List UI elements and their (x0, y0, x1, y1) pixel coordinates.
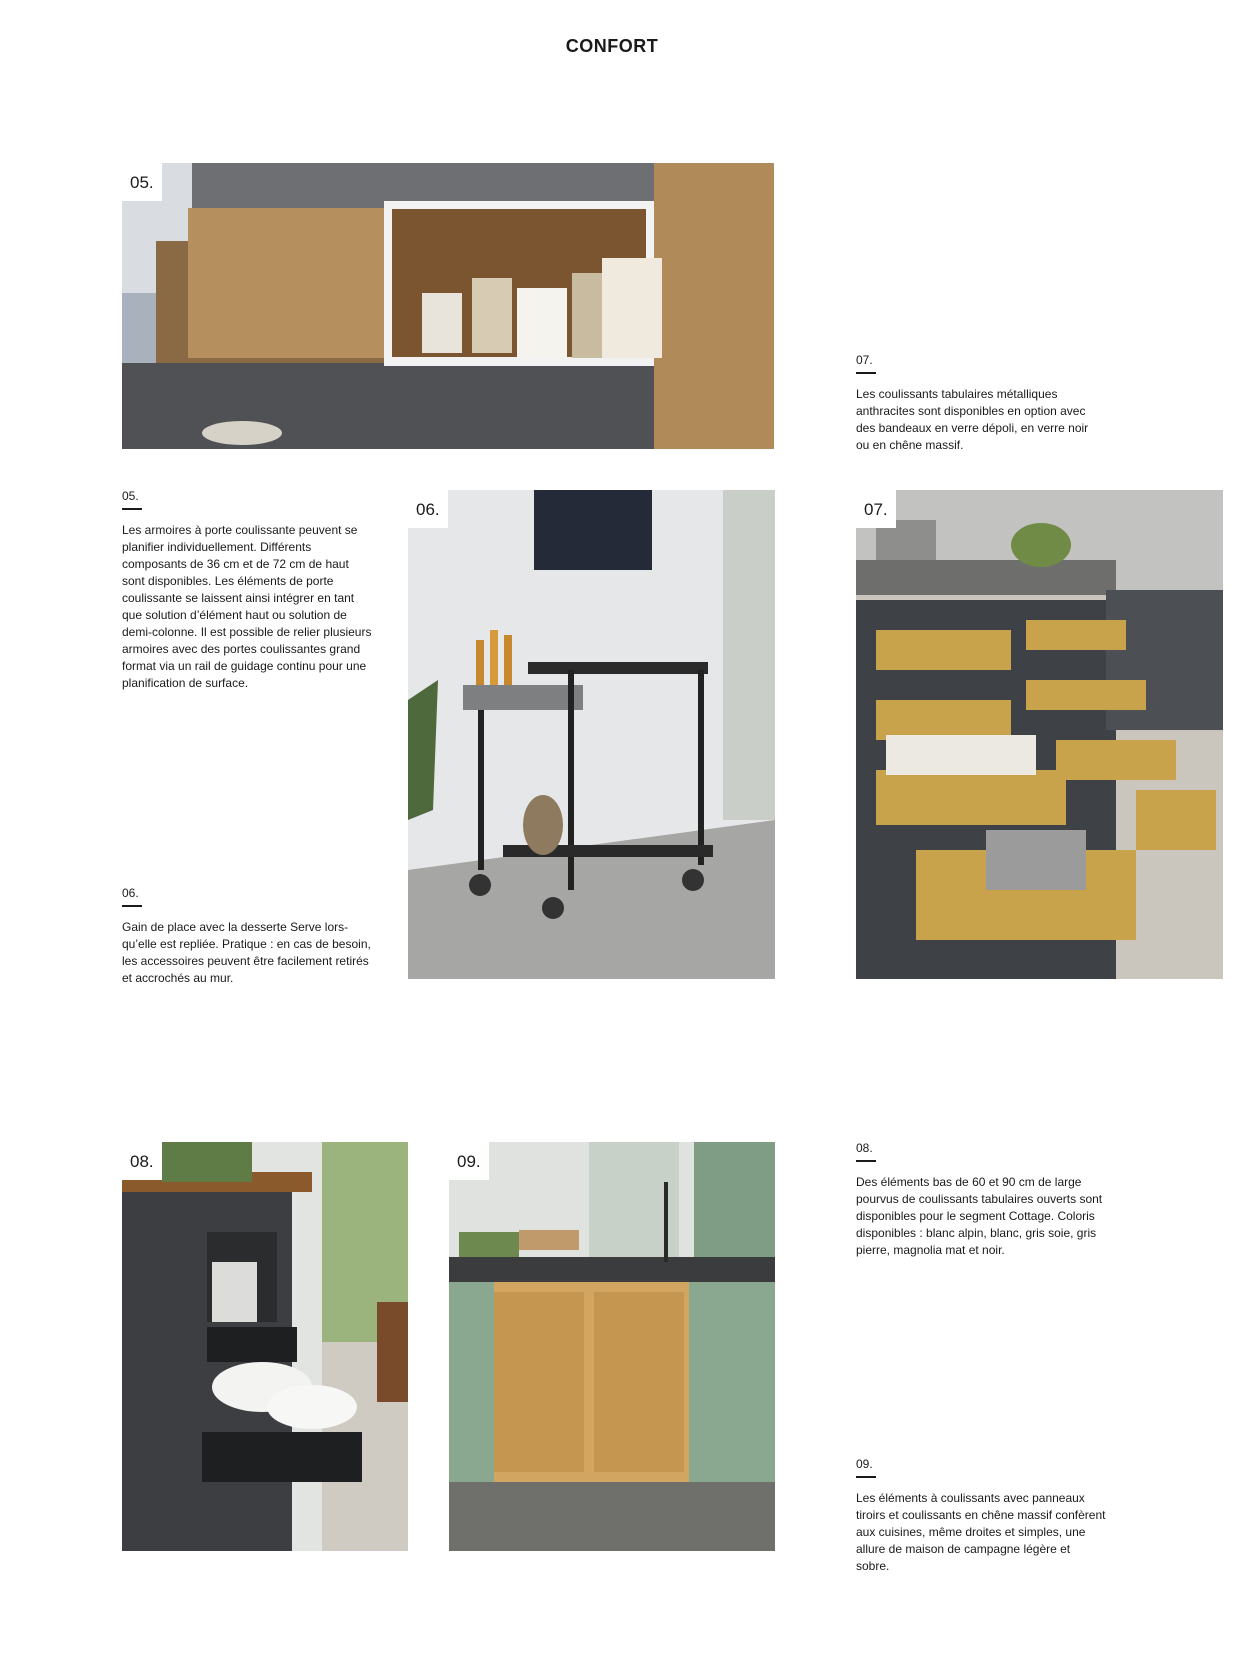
caption-08 (856, 1140, 1106, 1259)
caption-07-text: Les coulissants tabulaires métalliques anthracites sont disponibles en option avec des bandeaux en verre dépoli, en verre noir ou en chêne massif. (856, 387, 1089, 452)
caption-09-rule (856, 1476, 876, 1478)
caption-09 (856, 1456, 1106, 1575)
photo-09-badge: 09. (449, 1142, 489, 1180)
caption-08-number: 08. (856, 1141, 873, 1155)
caption-07 (856, 352, 1101, 454)
photo-06-serve-cart (408, 490, 775, 979)
caption-08-rule (856, 1160, 876, 1162)
photo-05-sliding-cabinet (122, 163, 774, 449)
caption-05-number: 05. (122, 489, 139, 503)
caption-05-rule (122, 508, 142, 510)
photo-08-open-drawers (122, 1142, 408, 1551)
caption-08-text: Des éléments bas de 60 et 90 cm de large pourvus de coulissants tabulaires ouverts sont disponibles pour le segment Cottage. Coloris disponibles : blanc alpin, blanc, gris soie, gris pierre, magnolia mat et noir. (856, 1175, 1103, 1257)
photo-08-badge: 08. (122, 1142, 162, 1180)
caption-07-rule (856, 372, 876, 374)
photo-05-badge: 05. (122, 163, 162, 201)
caption-07-number: 07. (856, 353, 873, 367)
caption-09-text: Les éléments à coulissants avec panneaux tiroirs et coulissants en chêne massif confèrent aux cuisines, même droites et simples, une allure de maison de campagne légère et sobre. (856, 1491, 1106, 1573)
photo-07-drawers (856, 490, 1223, 979)
photo-07-badge: 07. (856, 490, 896, 528)
caption-06-text: Gain de place avec la desserte Serve lors-qu’elle est repliée. Pratique : en cas de besoin, les accessoires peuvent être facilement retirés et accrochés au mur. (122, 920, 371, 985)
caption-05-text: Les armoires à porte coulissante peuvent se planifier individuellement. Différents composants de 36 cm et de 72 cm de haut sont disponibles. Les éléments de porte coulissante se laissent ainsi intégrer en tant que solution d’élément haut ou solution de demi-colonne. Il est possible de relier plusieurs armoires avec des portes coulissantes grand format via un rail de guidage continu pour une planification de surface. (122, 523, 372, 690)
caption-09-number: 09. (856, 1457, 873, 1471)
caption-06 (122, 885, 372, 987)
page-title: CONFORT (565, 36, 659, 56)
photo-06-badge: 06. (408, 490, 448, 528)
caption-06-number: 06. (122, 886, 139, 900)
caption-05 (122, 488, 372, 692)
photo-09-cottage-kitchen (449, 1142, 775, 1551)
caption-06-rule (122, 905, 142, 907)
